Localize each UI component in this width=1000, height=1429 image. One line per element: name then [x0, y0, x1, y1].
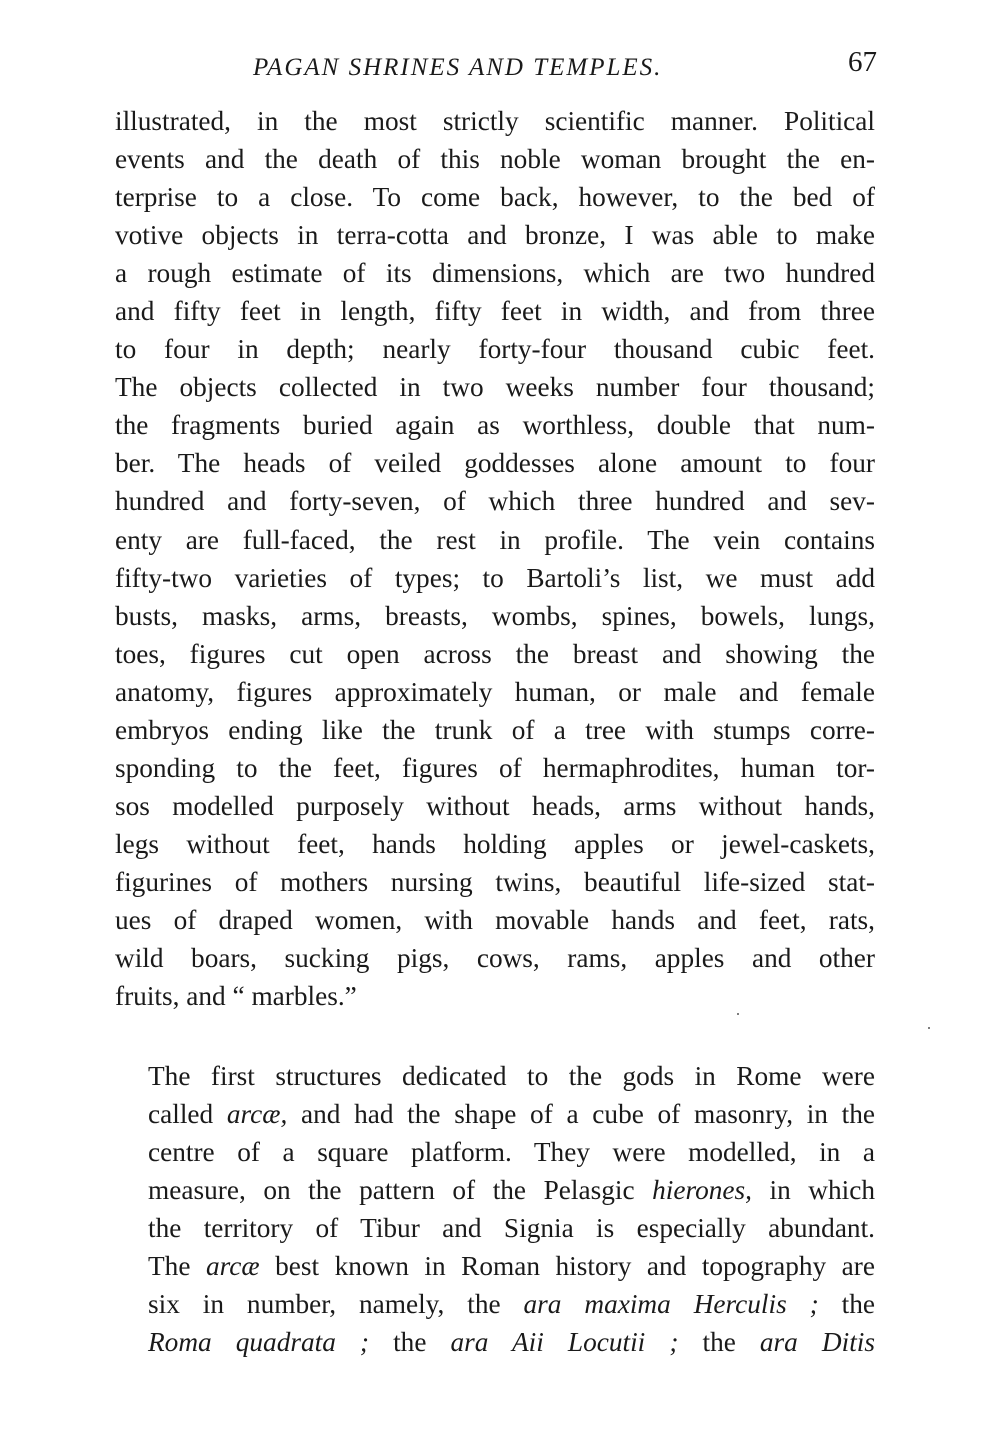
- paragraph-2: [115, 1057, 875, 1361]
- text-run: The: [148, 1251, 206, 1282]
- text-line: a rough estimate of its dimensions, which are two hundred: [115, 258, 875, 289]
- latin-term: hierones,: [652, 1175, 752, 1206]
- latin-term: ara Aii Locutii ;: [450, 1327, 679, 1358]
- text-line: ber. The heads of veiled goddesses alone amount to four: [115, 448, 875, 479]
- running-title: PAGAN SHRINES AND TEMPLES.: [253, 54, 663, 81]
- text-line: legs without feet, hands holding apples or jewel-caskets,: [115, 828, 875, 859]
- print-speck: [928, 1027, 930, 1029]
- text-run: the: [678, 1327, 760, 1358]
- text-line: the fragments buried again as worthless, double that num-: [115, 410, 875, 441]
- text-line: terprise to a close. To come back, however, to the bed of: [115, 182, 875, 213]
- text-line: sos modelled purposely without heads, arms without hands,: [115, 790, 875, 821]
- page-number: 67: [848, 46, 877, 78]
- print-speck: [737, 1013, 739, 1015]
- text-line: fifty-two varieties of types; to Bartoli’s list, we must add: [115, 562, 875, 593]
- text-line: embryos ending like the trunk of a tree with stumps corre-: [115, 714, 875, 745]
- text-line: fruits, and “ marbles.”: [115, 981, 357, 1012]
- latin-term: ara Ditis: [759, 1327, 875, 1358]
- paragraph-1: [115, 102, 875, 1015]
- text-line: [115, 1285, 875, 1323]
- text-line: and fifty feet in length, fifty feet in width, and from three: [115, 296, 875, 327]
- text-run: measure, on the pattern of the Pelasgic: [148, 1175, 653, 1206]
- text-line: [115, 1095, 875, 1133]
- text-line: figurines of mothers nursing twins, beautiful life-sized stat-: [115, 866, 875, 897]
- text-run: the: [369, 1327, 451, 1358]
- text-line: to four in depth; nearly forty-four thousand cubic feet.: [115, 334, 875, 365]
- text-run: six in number, namely, the: [148, 1289, 524, 1320]
- text-line: enty are full-faced, the rest in profile. The vein contains: [115, 524, 875, 555]
- latin-term: arcæ: [205, 1251, 260, 1282]
- latin-term: ara maxima Herculis ;: [523, 1289, 819, 1320]
- text-run: in which: [751, 1175, 875, 1206]
- text-line: events and the death of this noble woman brought the en-: [115, 144, 875, 175]
- text-line: hundred and forty-seven, of which three hundred and sev-: [115, 486, 875, 517]
- text-line: The objects collected in two weeks number four thousand;: [115, 372, 875, 403]
- text-line: votive objects in terra-cotta and bronze, I was able to make: [115, 220, 875, 251]
- text-line: [115, 1323, 875, 1361]
- text-line: ues of draped women, with movable hands and feet, rats,: [115, 904, 875, 935]
- text-line: sponding to the feet, figures of hermaphrodites, human tor-: [115, 752, 875, 783]
- text-run: best known in Roman history and topography are: [259, 1251, 875, 1282]
- text-line: the territory of Tibur and Signia is especially abundant.: [148, 1213, 875, 1244]
- text-line: The first structures dedicated to the gods in Rome were: [148, 1061, 875, 1091]
- latin-term: Roma quadrata ;: [148, 1327, 370, 1358]
- latin-term: arcæ,: [226, 1099, 288, 1130]
- text-run: and had the shape of a cube of masonry, in the: [287, 1099, 875, 1130]
- text-line: wild boars, sucking pigs, cows, rams, apples and other: [115, 943, 875, 974]
- text-line: illustrated, in the most strictly scientific manner. Political: [115, 106, 875, 136]
- text-run: called: [148, 1099, 227, 1130]
- text-line: anatomy, figures approximately human, or male and female: [115, 676, 875, 707]
- text-line: busts, masks, arms, breasts, wombs, spines, bowels, lungs,: [115, 600, 875, 631]
- text-line: centre of a square platform. They were modelled, in a: [148, 1137, 875, 1168]
- text-run: the: [818, 1289, 875, 1320]
- running-head: [113, 46, 883, 86]
- text-line: toes, figures cut open across the breast and showing the: [115, 638, 875, 669]
- text-line: [115, 1247, 875, 1285]
- text-line: [115, 1171, 875, 1209]
